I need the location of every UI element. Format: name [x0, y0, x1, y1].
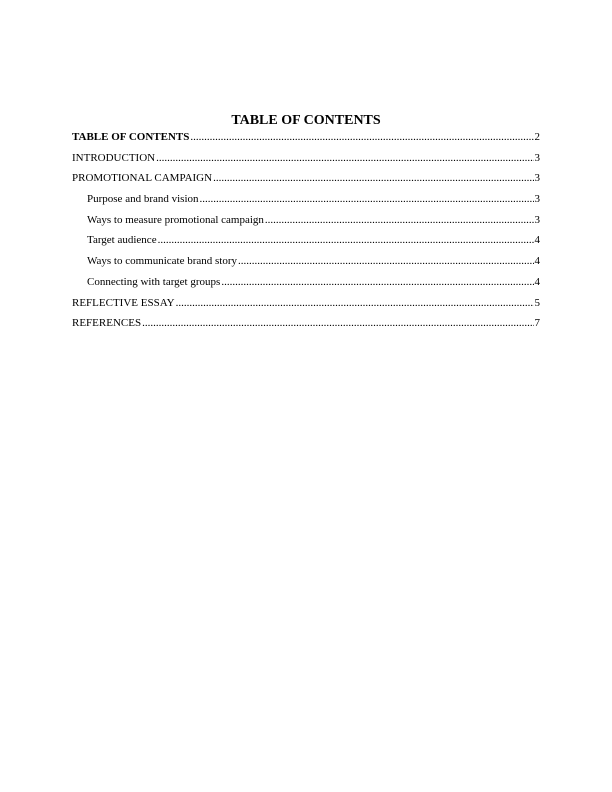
- toc-entry-label: REFLECTIVE ESSAY: [72, 296, 175, 309]
- toc-entry-connecting-with-target-groups[interactable]: [72, 274, 540, 295]
- dot-leader: [200, 191, 534, 207]
- toc-entry-page-number: 7: [534, 317, 540, 330]
- dot-leader: [190, 129, 533, 145]
- toc-entry-promotional-campaign[interactable]: [72, 170, 540, 191]
- toc-entry-label: REFERENCES: [72, 317, 142, 330]
- toc-entry-label: Purpose and brand vision: [87, 193, 199, 206]
- toc-entry-label: Target audience: [87, 234, 157, 247]
- toc-heading: TABLE OF CONTENTS: [231, 113, 381, 128]
- toc-entry-label: Ways to measure promotional campaign: [87, 213, 264, 226]
- toc-entry-label: INTRODUCTION: [72, 151, 156, 164]
- toc-entry-page-number: 3: [534, 172, 540, 185]
- toc-list: [72, 129, 540, 336]
- dot-leader: [176, 295, 534, 311]
- toc-entry-table-of-contents[interactable]: [72, 129, 540, 150]
- toc-entry-purpose-and-brand-vision[interactable]: [72, 191, 540, 212]
- dot-leader: [158, 232, 534, 248]
- toc-entry-page-number: 5: [534, 296, 540, 309]
- toc-entry-page-number: 3: [534, 213, 540, 226]
- toc-entry-introduction[interactable]: [72, 150, 540, 171]
- toc-entry-reflective-essay[interactable]: [72, 295, 540, 316]
- toc-entry-ways-to-communicate-brand-story[interactable]: [72, 253, 540, 274]
- toc-entry-label: Connecting with target groups: [87, 275, 221, 288]
- toc-entry-page-number: 2: [534, 131, 540, 143]
- toc-entry-page-number: 3: [534, 193, 540, 206]
- toc-entry-target-audience[interactable]: [72, 232, 540, 253]
- dot-leader: [265, 212, 534, 228]
- dot-leader: [156, 150, 533, 166]
- toc-entry-page-number: 3: [534, 151, 540, 164]
- toc-entry-references[interactable]: [72, 315, 540, 336]
- toc-entry-label: Ways to communicate brand story: [87, 255, 238, 268]
- toc-entry-label: TABLE OF CONTENTS: [72, 131, 190, 143]
- toc-entry-page-number: 4: [534, 234, 540, 247]
- dot-leader: [238, 253, 533, 269]
- dot-leader: [213, 170, 533, 186]
- toc-entry-page-number: 4: [534, 275, 540, 288]
- toc-entry-ways-to-measure-promotional-campaign[interactable]: [72, 212, 540, 233]
- dot-leader: [221, 274, 533, 290]
- toc-entry-label: PROMOTIONAL CAMPAIGN: [72, 172, 213, 185]
- toc-entry-page-number: 4: [534, 255, 540, 268]
- dot-leader: [142, 315, 533, 331]
